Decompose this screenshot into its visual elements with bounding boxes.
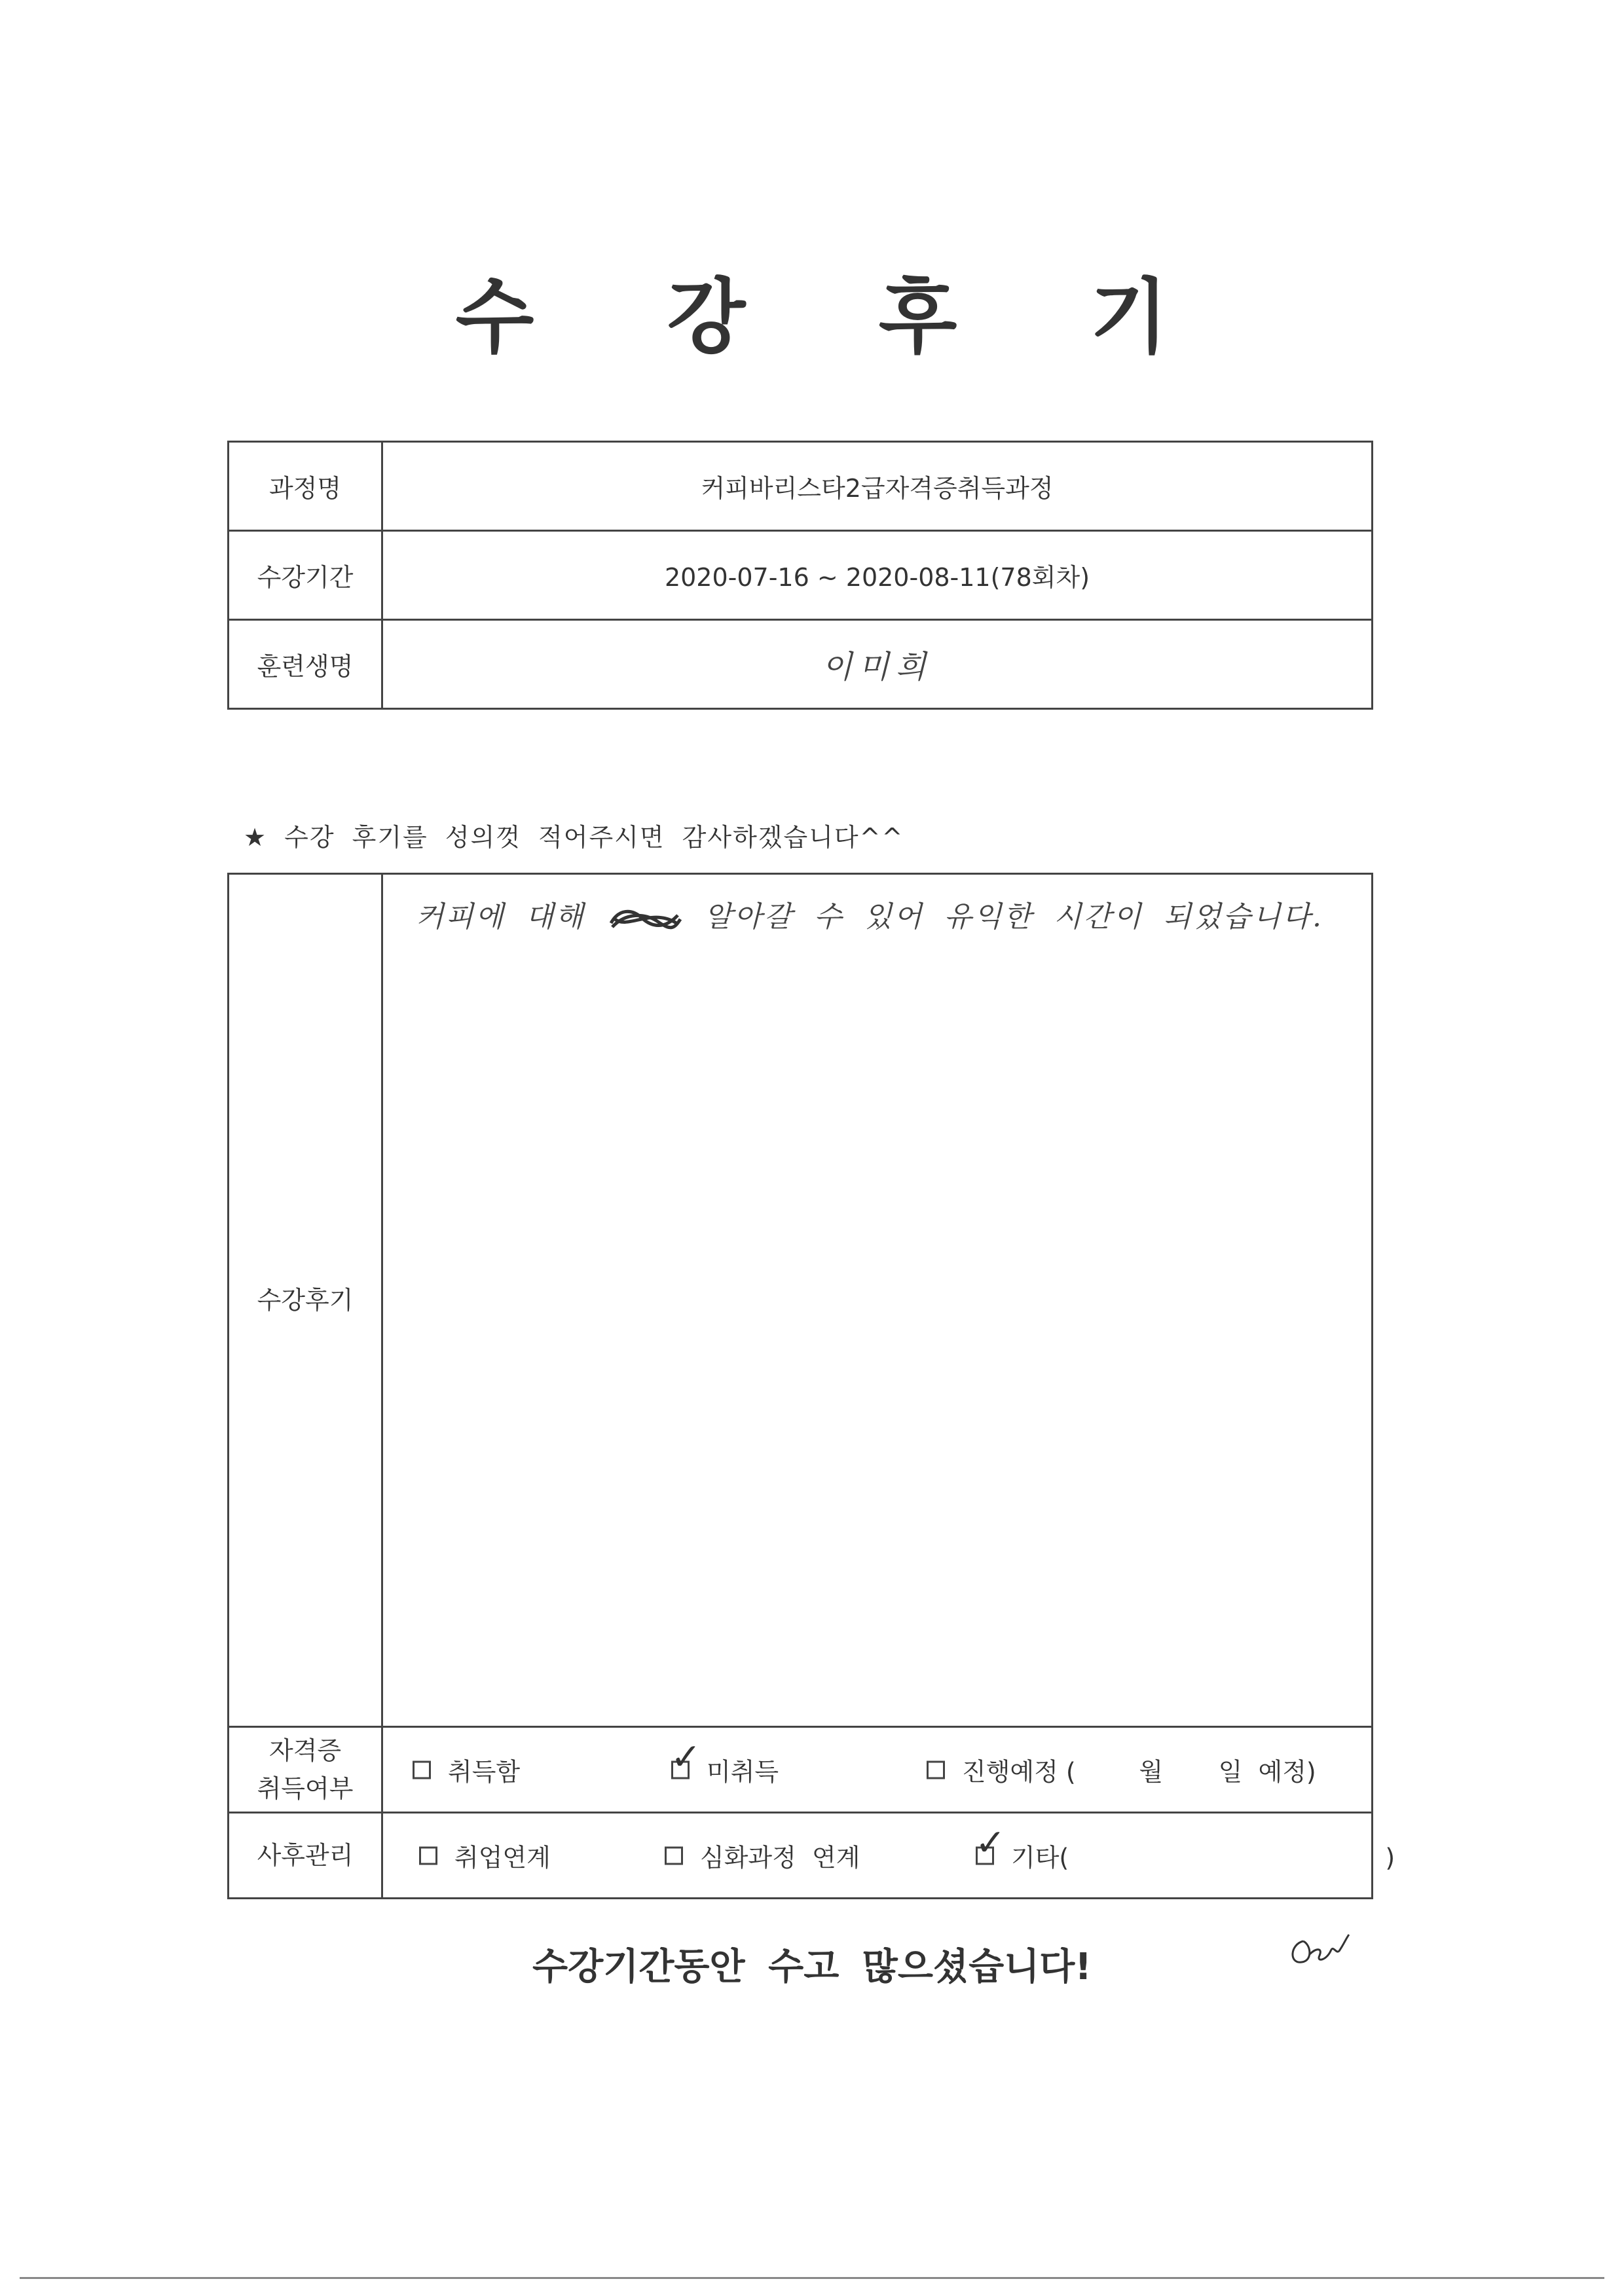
checkbox-icon[interactable] — [927, 1760, 945, 1779]
certificate-label-line2: 취득여부 — [257, 1774, 354, 1803]
cert-option-label: 진행예정 ( 월 일 예정) — [962, 1757, 1316, 1787]
bottom-rule — [20, 2277, 1604, 2279]
course-row — [229, 442, 1373, 531]
course-value: 커피바리스타2급자격증취득과정 — [382, 442, 1373, 531]
review-table — [227, 873, 1395, 1899]
trainee-label: 훈련생명 — [229, 620, 382, 709]
aftercare-row — [229, 1813, 1373, 1899]
checkbox-checked-icon[interactable] — [671, 1736, 701, 1779]
certificate-label — [229, 1727, 382, 1813]
trainee-row — [229, 620, 1373, 709]
checkmark-icon: ✓ — [975, 1821, 1006, 1864]
course-label: 과정명 — [229, 442, 382, 531]
review-label: 수강후기 — [229, 874, 382, 1727]
aftercare-option-employment[interactable] — [419, 1838, 551, 1874]
cert-option-acquired[interactable] — [413, 1752, 520, 1788]
footer-message: 수강기간동안 수고 많으셨습니다! — [532, 1946, 1092, 1988]
checkbox-icon[interactable] — [413, 1760, 431, 1779]
scribble-mark-icon — [606, 903, 684, 935]
page-title: 수 강 후 기 — [455, 270, 1221, 365]
cert-option-label: 미취득 — [707, 1757, 779, 1787]
cert-option-planned[interactable] — [927, 1752, 1316, 1788]
certificate-row — [229, 1727, 1373, 1813]
aftercare-option-label: 기타( ) — [1011, 1843, 1395, 1872]
course-info-table — [227, 441, 1373, 710]
cert-option-not-acquired[interactable] — [671, 1736, 779, 1788]
period-value: 2020-07-16 ~ 2020-08-11(78회차) — [382, 531, 1373, 620]
review-text-part2: 알아갈 수 있어 유익한 시간이 되었습니다. — [704, 900, 1323, 934]
notice-text: ★ 수강 후기를 성의껏 적어주시면 감사하겠습니다^^ — [244, 823, 904, 852]
review-text-part1: 커피에 대해 — [416, 900, 585, 934]
review-text-area[interactable] — [382, 874, 1373, 1727]
review-row — [229, 874, 1373, 1727]
certificate-label-line1: 자격증 — [268, 1736, 342, 1765]
period-label: 수강기간 — [229, 531, 382, 620]
cert-option-label: 취득함 — [448, 1757, 521, 1787]
checkbox-icon[interactable] — [665, 1846, 683, 1865]
aftercare-label: 사후관리 — [229, 1813, 382, 1899]
signature-icon — [1283, 1915, 1356, 1974]
aftercare-option-label: 심화과정 연계 — [700, 1843, 860, 1872]
checkbox-icon[interactable] — [419, 1846, 437, 1865]
trainee-name-handwritten: 이미희 — [821, 649, 933, 685]
aftercare-options — [382, 1813, 1395, 1899]
review-handwritten-text — [416, 893, 1323, 935]
checkbox-checked-icon[interactable] — [975, 1821, 1006, 1865]
aftercare-option-advanced[interactable] — [665, 1838, 860, 1874]
trainee-name-field[interactable] — [382, 620, 1373, 709]
aftercare-option-label: 취업연계 — [454, 1843, 551, 1872]
aftercare-option-other[interactable] — [975, 1821, 1395, 1874]
certificate-options — [382, 1727, 1373, 1813]
period-row — [229, 531, 1373, 620]
checkmark-icon: ✓ — [671, 1736, 701, 1778]
